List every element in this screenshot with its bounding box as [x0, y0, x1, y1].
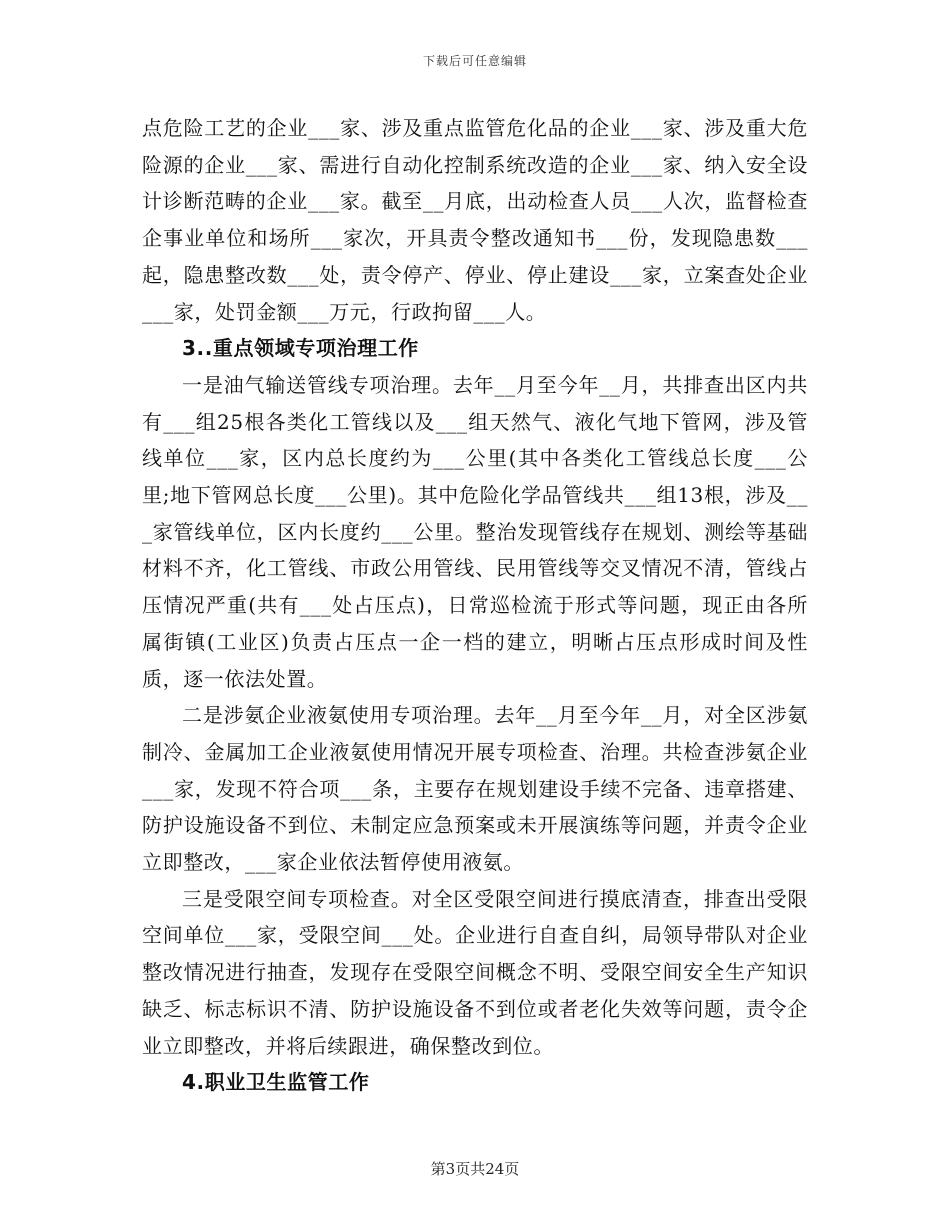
paragraph-pipeline: 一是油气输送管线专项治理。去年__月至今年__月，共排查出区内共有___组25根各类化工管线以及___组天然气、液化气地下管网，涉及管线单位___家，区内总长度约为___公里(其中各类化工管线总长度___公里;地下管网总长度___公里)。其中危险化学品管线共___组13根，涉及___家管线单位，区内长度约___公里。整治发现管线存在规划、测绘等基础材料不齐，化工管线、市政公用管线、民用管线等交叉情况不清，管线占压情况严重(共有___处占压点)，日常巡检流于形式等问题，现正由各所属街镇(工业区)负责占压点一企一档的建立，明晰占压点形成时间及性质，逐一依法处置。 — [142, 372, 808, 691]
document-body — [142, 110, 808, 1101]
paragraph-statistics: 点危险工艺的企业___家、涉及重点监管危化品的企业___家、涉及重大危险源的企业___家、需进行自动化控制系统改造的企业___家、纳入安全设计诊断范畴的企业___家。截至__月底，出动检查人员___人次，监督检查企事业单位和场所___家次，开具责令整改通知书___份，发现隐患数___起，隐患整改数___处，责令停产、停业、停止建设___家，立案查处企业___家，处罚金额___万元，行政拘留___人。 — [142, 116, 808, 324]
page-header: 下载后可任意编辑 — [422, 54, 527, 68]
paragraph-confined-space: 三是受限空间专项检查。对全区受限空间进行摸底清查，排查出受限空间单位___家，受限空间___处。企业进行自查自纠，局领导带队对企业整改情况进行抽查，发现存在受限空间概念不明、受限空间安全生产知识缺乏、标志标识不清、防护设施设备不到位或者老化失效等问题，责令企业立即整改，并将后续跟进，确保整改到位。 — [142, 886, 808, 1058]
section-heading-4: 4.职业卫生监管工作 — [182, 1070, 370, 1095]
section-heading-3: 3..重点领域专项治理工作 — [182, 336, 419, 361]
paragraph-ammonia: 二是涉氨企业液氨使用专项治理。去年__月至今年__月，对全区涉氨制冷、金属加工企业液氨使用情况开展专项检查、治理。共检查涉氨企业___家，发现不符合项___条，主要存在规划建设手续不完备、违章搭建、防护设施设备不到位、未制定应急预案或未开展演练等问题，并责令企业立即整改，___家企业依法暂停使用液氨。 — [142, 703, 808, 875]
page-footer: 第3页共24页 — [430, 1160, 520, 1178]
